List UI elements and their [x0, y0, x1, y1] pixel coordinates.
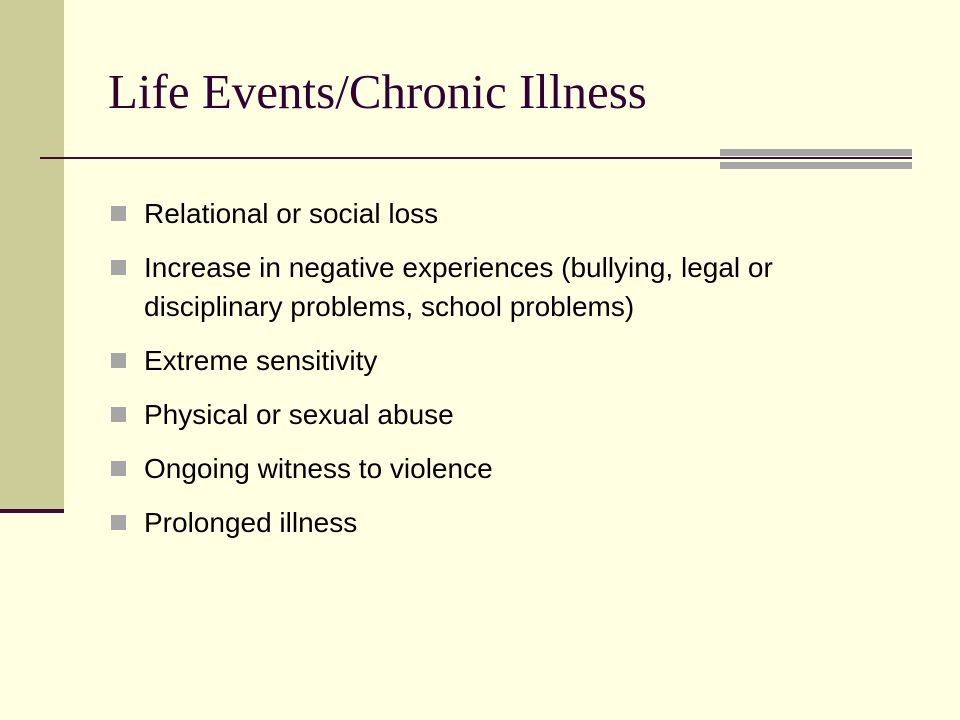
bullet-item [108, 503, 868, 542]
bullet-text: Extreme sensitivity [144, 345, 378, 376]
bullet-text: Ongoing witness to violence [144, 453, 493, 484]
bullet-text: Relational or social loss [144, 198, 439, 229]
title-divider-accent-bottom [720, 162, 912, 169]
bullet-item [108, 395, 868, 434]
bullet-list [108, 194, 868, 557]
square-bullet-icon [111, 260, 126, 275]
square-bullet-icon [111, 206, 126, 221]
title-divider-accent-top [720, 149, 912, 156]
bullet-item [108, 194, 868, 233]
side-decoration-bar [0, 0, 64, 512]
bullet-item [108, 449, 868, 488]
slide-title: Life Events/Chronic Illness [108, 64, 647, 119]
side-accent-line [0, 509, 64, 513]
square-bullet-icon [111, 353, 126, 368]
bullet-item [108, 248, 868, 326]
title-divider [40, 157, 912, 159]
square-bullet-icon [111, 461, 126, 476]
square-bullet-icon [111, 515, 126, 530]
bullet-item [108, 341, 868, 380]
bullet-text: Physical or sexual abuse [144, 399, 454, 430]
bullet-text: Increase in negative experiences (bullying, legal or disciplinary problems, school problems) [144, 252, 773, 322]
bullet-text: Prolonged illness [144, 507, 358, 538]
square-bullet-icon [111, 407, 126, 422]
